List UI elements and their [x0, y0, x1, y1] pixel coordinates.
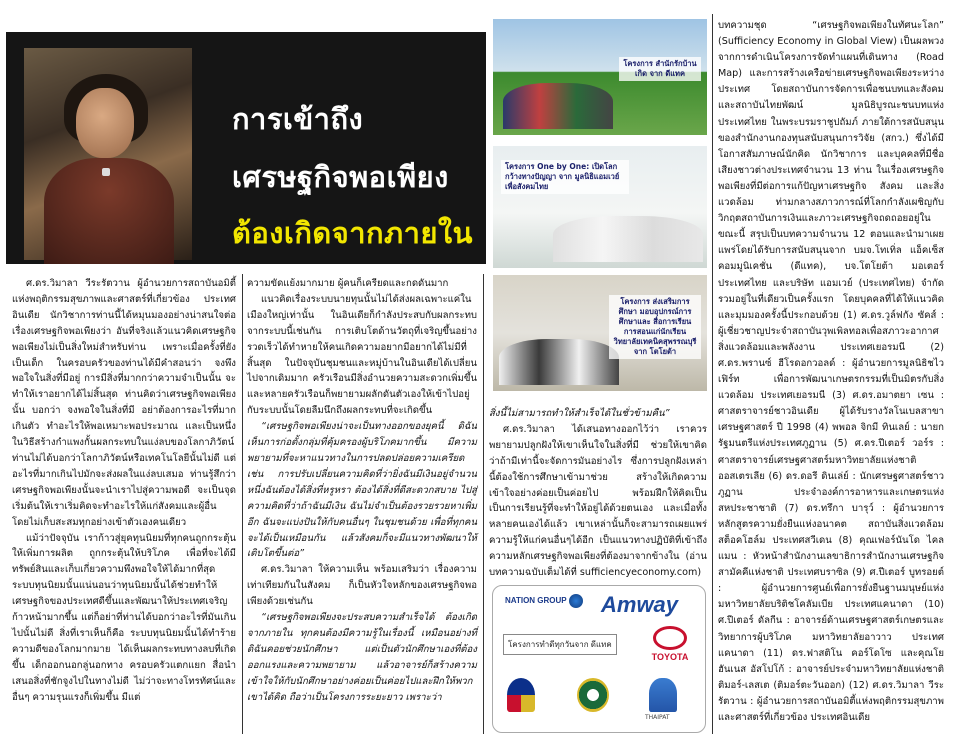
- series-intro: บทความชุด “เศรษฐกิจพอเพียงในทัศนะโลก” (Sufficiency Economy in Global View) เป็นผลพวงจากการดำเนินโครงการจัดทำแผนที่เดินทาง (Road Map) และการสร้างเครือข่ายเศรษฐกิจพอเพียงระหว่างประเทศ โดยสถาบันการจัดการเพื่อชนบทและสังคม และสถาบันไทยพัฒน์ มูลนิธิบูรณะชนบทแห่งประเทศไทย ในพระบรมราชูปถัมภ์ ภายใต้การสนับสนุนของสำนักงานกองทุนสนับสนุนการวิจัย (สกว.) ซึ่งได้มีโอกาสสัมภาษณ์นักคิด นักวิชาการ และบุคคลที่มีชื่อเสียงชาวต่างประเทศจำนวน 13 ท่าน ในเรื่องเศรษฐกิจพอเพียงที่มีต่อการแก้ปัญหาเศรษฐกิจ สังคม และสิ่งแวดล้อม ท่ามกลางสภาวการณ์ที่โลกกำลังเผชิญกับวิกฤตสถาบันการเงินและภาวะเศรษฐกิจถดถอยอยู่ในขณะนี้ สรุปเป็นบทความจำนวน 12 ตอนและนำมาเผยแพร่โดยได้รับการสนับสนุนจาก บมจ.โทเทิ่ล แอ็คเซ็ส คอมมูนิเคชั่น (ดีแทค), บจ.โตโยต้า มอเตอร์ ประเทศไทย และบริษัท แอมเวย์ (ประเทศไทย) จำกัด รวมอยู่ในที่เดียวเป็นครั้งแรก โดยบุคคลที่ได้ให้แนวคิดและมุมมองครั้งนี้ประกอบด้วย (1) ศ.ดร.วูล์ฟกัง ซัคส์ : ผู้เชี่ยวชาญประจำสถาบันวุพเพิลทอลเพื่อสภาวะอากาศสิ่งแวดล้อมและพลังงาน ประเทศเยอรมนี (2) ศ.ดร.พรานซ์ ฮีโรดอกวอลด์ : ผู้อำนวยการมูลนิธิชไวเฟิร์ท เพื่อการพัฒนาเกษตรกรรมที่เป็นมิตรกับสิ่งแวดล้อม ประเทศเยอรมนี (3) ศ.ดร.อมาตยา เซน : ศาสตราจารย์ชาวอินเดีย ผู้ได้รับรางวัลโนเบลสาขาเศรษฐศาสตร์ ปี 1998 (4) พพอล จิกมี ทินเลย์ : นายกรัฐมนตรีแห่งประเทศภูฏาน (5) ศ.ดร.ปีเตอร์ วอร์ร : ศาสตราจารย์เศรษฐศาสตร์มหาวิทยาลัยแห่งชาติออสเตรเลีย (6) ดร.ดอรี ดินเล่ย์ : นักเศรษฐศาสตร์ชาวภูฏาน ประจำองค์การอาหารและเกษตรแห่งสหประชาชาติ (7) ดร.ทรึกา บารุว์ : ผู้อำนวยการหลักสูตรความยั่งยืนแห่งอนาคต สถาบันสิ่งแวดล้อมสต็อคโฮล์ม ประเทศสวีเดน (8) คุณเฟอร์นันโด ไคลแมน : หัวหน้าสำนักงานเลขาธิการสำนักงานเศรษฐกิจสามัคคีแห่งชาติ ประเทศบราซิล (9) ศ.ปีเตอร์ บูทรอยต์ : ผู้อำนวยการศูนย์เพื่อการยั่งยืนฐานมนุษย์แห่งมหาวิทยาลัยบริติชโคลัมเบีย ประเทศแคนาดา (10) ศ.ปีเตอร์ ดัลกีน : อาจารย์ด้านเศรษฐศาสตร์เกษตรและวิทยาการผู้บริโภค มหาวิทยาลัยอาวาว ประเทศแคนาดา (11) ดร.ฟาสติโน คอร์โดโซ และคุณโยฮันเนส อัสโปโก้ : อาจารย์ประจำมหาวิทยาลัยแห่งชาติติมอร์-เลสเต (ติมอร์ตะวันออก) (12) ศ.ดร.วิมาลา วีระรัตวาน : ผู้อำนวยการสถาบันอมิตี้แห่งพฤติกรรมสุขภาพและศาสตร์ที่เกี่ยวข้อง ประเทศอินเดีย: [718, 20, 944, 724]
- photo-toyota-project: [493, 275, 707, 391]
- article-paragraph: แนวคิดเรื่องระบบนายทุนนั้นไม่ได้ส่งผลเฉพาะแค่ในเมืองใหญ่เท่านั้น ในอินเดียก็กำลังประสบกับผลกระทบจากระบบนี้เช่นกัน การเติบโตด้านวัตถุที่เจริญขึ้นอย่างรวดเร็วได้ทำหายให้คนเกิดความอยากมีอยากได้ไม่มีที่สิ้นสุด ในปัจจุบันชุมชนและหมู่บ้านในอินเดียได้เปลี่ยนไปจากเดิมมาก ครัวเรือนมีสิ่งอำนวยความสะดวกเพิ่มขึ้น และหลายครัวเรือนก็พยายามผลักดันตัวเองให้เข้าไปอยู่กับระบบนั้นโดยลืมนึกถึงผลกระทบที่จะเกิดขึ้น: [247, 293, 477, 417]
- photo-caption: โครงการ One by One: เปิดโลกกว้างทางปัญญา จาก มูลนิธิแอมเวย์ เพื่อสังคมไทย: [501, 160, 629, 194]
- nation-group-logo: [505, 594, 583, 608]
- thaipat-label: THAIPAT: [645, 714, 670, 721]
- article-column-2: [247, 276, 477, 705]
- article-quote: สิ่งนี้ไม่สามารถทำให้สำเร็จได้ในชั่วข้ามคืน”: [489, 408, 670, 419]
- article-column-1: [12, 276, 236, 705]
- headline-line-2: เศรษฐกิจพอเพียง: [232, 160, 449, 194]
- microphone-icon: [102, 168, 110, 176]
- column-divider: [242, 274, 243, 734]
- article-paragraph: ศ.ดร.วิมาลา วีระรัตวาน ผู้อำนวยการสถาบันอมิตี้ แห่งพฤติกรรมสุขภาพและศาสตร์ที่เกี่ยวข้อง ประเทศอินเดีย นักวิชาการท่านนี้ได้หมุนมองอย่างน่าสนใจต่อเรื่องเศรษฐกิจพอเพียงว่า อันที่จริงแล้วแนวคิดเศรษฐกิจพอเพียงไม่เป็นสิ่งใหม่สำหรับท่าน เพราะเมื่อครั้งที่ยังเป็นเด็ก ในครอบครัวของท่านได้มีคำสอนว่า จงพึงพอใจในสิ่งที่มีอยู่ การมีสิ่งที่มากกว่าความจำเป็นนั้น จะทำให้เราอยากได้ไม่สิ้นสุด ท่านคิดว่าเศรษฐกิจพอเพียงนั้น บอกว่า จงพอใจในสิ่งที่มี อย่าต้องการอะไรที่มากเกินตัว ทำอะไรให้พอเหมาะพอประมาณ และเป็นหนึ่งในวิธีสร้างกำแพงกั้นผลกระทบในแง่ลบของโลกาภิวัตน์ ท่านไม่ได้บอกว่าโลกาภิวัตน์หรือเทคโนโลยีนั้นไม่ดี แต่อะไรที่มากเกินไปมักจะส่งผลในแง่ลบเสมอ ท่านรู้สึกว่าเศรษฐกิจพอเพียงนั้นจะนำเราไปสู่ความพอดี จะเป็นจุดเริ่มต้นให้เราเริ่มคิดจะทำอะไรให้แก่สังคมและผู้อื่น โดยไม่เก็บสะสมทุกอย่างเข้าตัวเองคนเดียว: [12, 278, 236, 528]
- photo-group: [503, 83, 613, 129]
- headline-line-1: การเข้าถึง: [232, 102, 364, 136]
- toyota-emblem-icon: [653, 626, 687, 650]
- article-paragraph: ความขัดแย้งมากมาย ผู้คนก็เครียดและกดดันมาก: [247, 278, 449, 289]
- photo-group: [499, 339, 619, 385]
- article-paragraph: ศ.ดร.วิมาลา ได้เสนอทางออกไว้ว่า เราควรพยายามปลูกฝังให้เขาเห็นใจในสิ่งที่มี ช่วยให้เขาคิดว่าถ้ามีเท่านี้จะจัดการมันอย่างไร ซึ่งการปลูกฝังเหล่านี้ต้องใช้การศึกษาเข้ามาช่วย สร้างให้เกิดความเข้าใจอย่างค่อยเป็นค่อยไป พร้อมฝึกให้คิดเป็น เป็นการเรียนรู้ที่จะทำให้อยู่ได้ด้วยตนเอง และเมื่อทั้งหลายคนเองได้แล้ว เขาเหล่านั้นก็จะสามารถเผยแพร่ความรู้ให้แก่คนอื่นๆได้อีก เป็นแนวทางปฏิบัติที่เข้าถึงความหลักเศรษฐกิจพอเพียงที่ต้องมาจากข้างใน (อ่านบทความฉบับเต็มได้ที่ sufficiencyeconomy.com): [489, 423, 707, 579]
- photo-caption: โครงการ ส่งเสริมการศึกษา มอบอุปกรณ์การศึกษาและ สื่อการเรียน การสอนแก่นักเรียน วิทยาลัยเทคนิคสุพรรณบุรี จาก โตโยต้า: [609, 295, 701, 359]
- amway-logo: Amway: [601, 592, 679, 617]
- article-quote: “เศรษฐกิจพอเพียงน่าจะเป็นทางออกของยุคนี้ ดิฉันเห็นการก่อตั้งกลุ่มที่คุ้มครองผู้บริโภคมากขึ้น มีความพยายามที่จะหาแนวทางในการปลดปล่อยความเครียด เช่น การปรับเปลี่ยนความคิดที่ว่ายิ่งฉันมีเงินอยู่จำนวนหนึ่งฉันต้องได้สิ่งที่หรูหรา ต้องได้สิ่งที่ดีสะดวกสบาย ไปสู่ความคิดที่ว่าถ้าฉันมีเงิน ฉันไม่จำเป็นต้องรวยรวยหาเพิ่มอีก ฉันจะแบ่งปันให้กับคนอื่นๆ ในชุมชนด้วย เพื่อที่ทุกคนจะได้เป็นเหมือนกัน แล้วสังคมก็จะมีแนวทางพัฒนาให้เติบโตขึ้นต่อ”: [247, 421, 477, 560]
- photo-caption: โครงการ สำนักรักบ้านเกิด จาก ดีแทค: [619, 57, 701, 81]
- article-paragraph: ศ.ดร.วิมาลา ให้ความเห็น พร้อมเสริมว่า เรื่องความเท่าเทียมกันในสังคม ก็เป็นหัวใจหลักของเศรษฐกิจพอเพียงด้วยเช่นกัน: [247, 564, 477, 608]
- article-quote: “เศรษฐกิจพอเพียงจะประสบความสำเร็จได้ ต้องเกิดจากภายใน ทุกคนต้องมีความรู้ในเรื่องนี้ เหมือนอย่างที่ดิฉันคอยช่วยนักศึกษา แต่เป็นตัวนักศึกษาเองที่ต้องออกแรงและความพยายาม แล้วอาจารย์ก็สร้างความเข้าใจให้กับนักศึกษาอย่างค่อยเป็นค่อยไปและฝึกให้พวกเขาได้คิด ถือว่าเป็นโครงการระยะยาว เพราะว่า: [247, 612, 477, 703]
- photo-amway-project: [493, 146, 707, 268]
- nation-group-label: NATION GROUP: [505, 596, 567, 606]
- article-column-4: [718, 18, 944, 726]
- column-divider: [712, 14, 713, 734]
- foundation-seal-icon: [577, 678, 609, 712]
- article-column-3: [489, 406, 707, 581]
- dtac-logo: โครงการทำดีทุกวันจาก ดีแทค: [503, 634, 617, 655]
- column-divider: [483, 274, 484, 734]
- headline-line-3: ต้องเกิดจากภายใน: [232, 216, 473, 250]
- toyota-label: TOYOTA: [651, 652, 689, 662]
- portrait-face: [76, 88, 134, 158]
- sponsor-logo-box: [492, 585, 706, 733]
- photo-group: [553, 216, 703, 262]
- toyota-logo: [643, 626, 697, 662]
- article-paragraph: แม้ว่าปัจจุบัน เราก้าวสู่ยุคทุนนิยมที่ทุกคนถูกกระตุ้นให้เพิ่มการผลิต ถูกกระตุ้นให้บริโภค เพื่อที่จะได้มีทรัพย์สินและเก็บเกี่ยวความพึงพอใจให้ได้มากที่สุด ระบบทุนนิยมนั้นแน่นอนว่าทุนนิยมนั้นได้ช่วยทำให้เศรษฐกิจของประเทศดีขึ้นและพัฒนาให้ประเทศเจริญก้าวหน้ามากขึ้น แต่ก็อย่าที่ท่านได้บอกว่าอะไรที่มันเกินไปนั้นไม่ดี สิ่งที่เราเห็นก็คือ ระบบทุนนิยมนั้นได้ทำร้ายความดีของโลกมากมาย ได้เห็นผลกระทบทางลบที่เกิดขึ้น เด็กออกนอกลู่นอกทาง ครอบครัวแตกแยก สื่อนำเสนอสิ่งที่ชักจูงไปในทางไม่ดี ไม่ว่าจะทางโทรทัศน์และอื่นๆ ความรุนแรงก็เพิ่มขึ้น มีแต่: [12, 532, 236, 703]
- nation-logo-icon: [569, 594, 583, 608]
- interviewee-photo: [24, 48, 192, 260]
- photo-dtac-project: [493, 19, 707, 135]
- institute-emblem-icon: [507, 678, 535, 712]
- header-banner: [6, 32, 486, 264]
- thaipat-logo-icon: [649, 678, 677, 712]
